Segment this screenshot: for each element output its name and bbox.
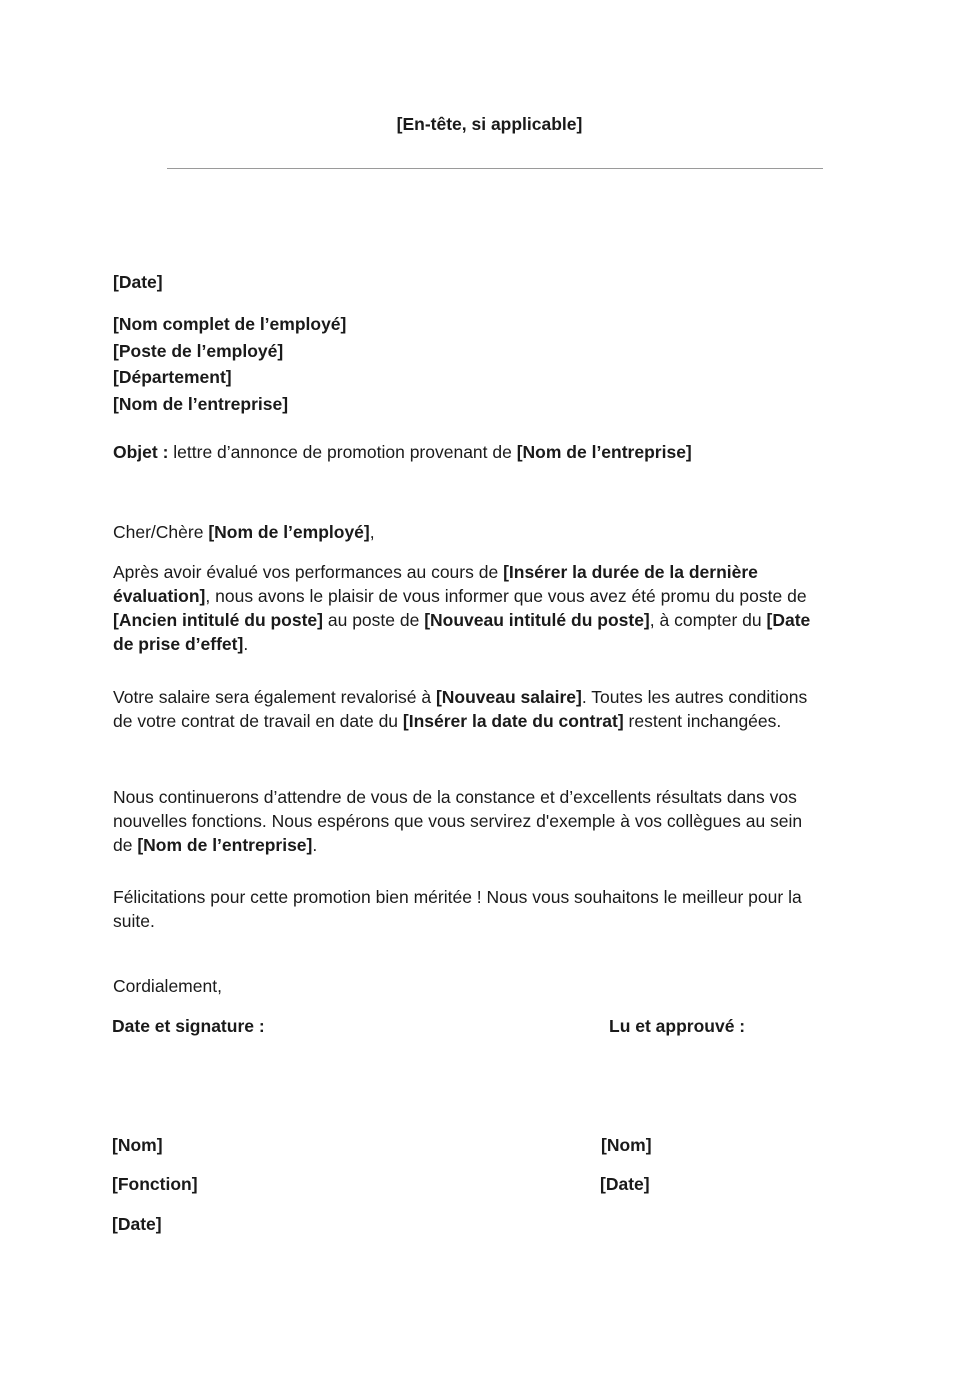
subject-company: [Nom de l’entreprise] bbox=[516, 442, 692, 462]
paragraph-expectations bbox=[113, 785, 825, 857]
paragraph-salary bbox=[113, 685, 825, 733]
p1-placeholder-effective-date: [Date de prise d’effet] bbox=[113, 610, 811, 654]
closing: Cordialement, bbox=[113, 976, 222, 996]
subject-line bbox=[113, 442, 692, 463]
p1-placeholder-evaluation: [Insérer la durée de la dernière évaluation] bbox=[113, 562, 758, 606]
subject-label: Objet : bbox=[113, 442, 169, 462]
letter-date: [Date] bbox=[113, 272, 163, 292]
subject-text: lettre d’annonce de promotion provenant de bbox=[168, 442, 517, 462]
paragraph-evaluation bbox=[113, 560, 825, 656]
header-title: [En-tête, si applicable] bbox=[396, 114, 583, 134]
p2-text-2: . Toutes les autres conditions de votre contrat de travail en date du bbox=[113, 687, 808, 731]
signature-left-label: Date et signature : bbox=[112, 1016, 265, 1036]
header-divider bbox=[167, 168, 823, 169]
salutation-name: [Nom de l’employé] bbox=[208, 522, 370, 542]
p3-text-2: . bbox=[312, 835, 318, 855]
salutation-prefix: Cher/Chère bbox=[113, 522, 209, 542]
p2-placeholder-contract-date: [Insérer la date du contrat] bbox=[402, 711, 624, 731]
signature-right-label: Lu et approuvé : bbox=[609, 1016, 746, 1036]
recipient-company: [Nom de l’entreprise] bbox=[113, 394, 289, 415]
p2-placeholder-salary: [Nouveau salaire] bbox=[435, 687, 582, 707]
recipient-position: [Poste de l’employé] bbox=[113, 340, 284, 361]
signature-left-date: [Date] bbox=[112, 1214, 162, 1234]
p3-text-1: Nous continuerons d’attendre de vous de la constance et d’excellents résultats dans vos nouvelles fonctions. Nous espérons que vous servirez d'exemple à vos collègues au sein de bbox=[113, 787, 803, 855]
recipient-department: [Département] bbox=[113, 367, 232, 388]
p1-text-1: Après avoir évalué vos performances au cours de bbox=[113, 562, 504, 582]
paragraph-congratulations: Félicitations pour cette promotion bien méritée ! Nous vous souhaitons le meilleur pour la suite. bbox=[113, 887, 802, 931]
p1-placeholder-old-title: [Ancien intitulé du poste] bbox=[113, 610, 323, 630]
signature-left-name: [Nom] bbox=[112, 1135, 163, 1155]
signature-right-date: [Date] bbox=[600, 1174, 650, 1194]
recipient-name: [Nom complet de l’employé] bbox=[113, 314, 347, 334]
salutation bbox=[113, 522, 375, 543]
recipient-block bbox=[113, 311, 346, 418]
p2-text-3: restent inchangées. bbox=[623, 711, 782, 731]
p1-placeholder-new-title: [Nouveau intitulé du poste] bbox=[424, 610, 650, 630]
signature-left-role: [Fonction] bbox=[112, 1174, 198, 1194]
p1-text-2: , nous avons le plaisir de vous informer que vous avez été promu du poste de bbox=[205, 586, 807, 606]
p1-text-3: au poste de bbox=[323, 610, 425, 630]
p1-text-4: , à compter du bbox=[649, 610, 767, 630]
p2-text-1: Votre salaire sera également revalorisé à bbox=[113, 687, 436, 707]
salutation-suffix: , bbox=[369, 522, 375, 542]
p3-placeholder-company: [Nom de l’entreprise] bbox=[137, 835, 313, 855]
p1-text-5: . bbox=[243, 634, 249, 654]
signature-right-name: [Nom] bbox=[601, 1135, 652, 1155]
